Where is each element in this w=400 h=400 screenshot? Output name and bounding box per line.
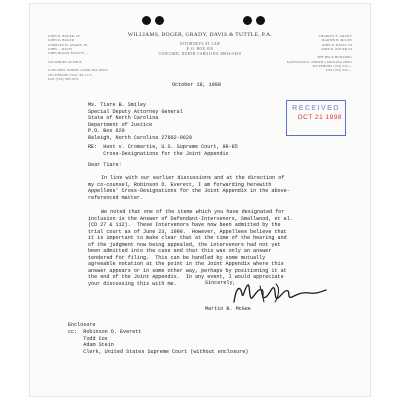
left-col-line: JOHN BOGER KNOTTS ...: [48, 51, 89, 56]
firm-line-3: CONCORD, NORTH CAROLINA 28026-0810: [158, 52, 242, 56]
paragraph-line: agreeable notation at the point in the Joint Appendix where this: [88, 261, 284, 267]
recipient-line: Department of Justice: [88, 121, 153, 128]
left-col-line: ...: [48, 64, 51, 69]
paragraph-line: We noted that one of the items which you have designated for: [101, 209, 285, 215]
left-col-line: CONCORD, NORTH CAROLINA 28025: [48, 68, 108, 73]
letter-date: October 19, 1998: [172, 82, 221, 88]
firm-name: WILLIAMS, BOGER, GRADY, DAVIS & TUTTLE, P.A.: [127, 32, 273, 38]
cc-line: Adam Stein: [68, 342, 114, 348]
paragraph-line: Appellees' Cross-Designations for the Joint Appendix in the above-: [88, 188, 290, 194]
left-col-line: SALISBURY AVENUE: [48, 59, 82, 64]
left-col-line: TELEPHONE (704) 782-1173: [48, 72, 92, 77]
paragraph-line: it is important to make clear that at the time of the hearing and: [88, 235, 287, 241]
salutation: Dear Tiare:: [88, 162, 122, 168]
paragraph-1-body: [88, 182, 290, 202]
recipient-line: Raleigh, North Carolina 27602-0629: [88, 134, 192, 141]
closing: Sincerely,: [205, 280, 236, 286]
stamp-sub: ...: [290, 128, 293, 132]
left-col-line: JOHN R. BOGER, JR.: [48, 34, 81, 38]
recipient-line: Special Deputy Attorney General: [88, 108, 183, 115]
right-col-line: THE BELK BUILDING: [317, 55, 352, 60]
letterhead-right-column: [287, 34, 352, 73]
re-line: RE: Hunt v. Cromartie, U.S. Supreme Court, 98-85: [88, 144, 238, 150]
paragraph-line: your discussing this with me.: [88, 280, 177, 287]
punch-hole: [142, 16, 151, 25]
paragraph-line: my co-counsel, Robinson O. Everett, I am forwarding herewith: [88, 181, 272, 188]
stamp-label: RECEIVED: [292, 105, 340, 112]
left-col-line: CHARLES M. GRADY, JR.: [48, 42, 89, 47]
paragraph-line: of the judgment now being appealed, the intervenors had not yet: [88, 241, 281, 248]
recipient-block: [88, 102, 192, 141]
paragraph-line: inclusion is the Answer of Defendant-Intervenors, Smallwood, et al.: [88, 215, 293, 222]
right-col-line: CHARLES E. GRADY: [318, 34, 352, 38]
right-col-line: MARTIN B. McGEE: [321, 38, 352, 43]
paragraph-line: trial court as of June 23, 1998. However, Appellees believe that: [88, 228, 287, 235]
received-stamp: [286, 100, 346, 136]
paragraph-line: answer appears or in some other way, perhaps by positioning it at: [88, 267, 287, 274]
paragraph-line: been admitted into the case and that this was only an answer: [88, 248, 272, 254]
firm-line-1: ATTORNEYS AT LAW: [179, 42, 221, 46]
right-col-line: TELEPHONE (704) 932-...: [312, 64, 352, 69]
right-col-line: JOHN R. DAVIS, III: [321, 42, 352, 47]
punch-hole: [243, 16, 252, 25]
letter-page: [30, 4, 370, 396]
letterhead-left-column: [48, 34, 108, 81]
signer-name: Martin B. McGee: [205, 306, 251, 312]
right-col-line: KANNAPOLIS, NORTH CAROLINA 28081: [287, 59, 352, 64]
cc-line: Clerk, United States Supreme Court (without enclosure): [68, 348, 249, 355]
paragraph-2-body: [88, 216, 293, 288]
recipient-line: Ms. Tiare B. Smiley: [88, 102, 147, 108]
recipient-line: State of North Carolina: [88, 115, 159, 121]
left-col-line: JOHN ... DAVIS: [48, 46, 73, 51]
firm-line-2: P. O. BOX 810: [186, 47, 214, 51]
paragraph-line: In line with our earlier discussions and at the direction of: [101, 175, 285, 181]
paragraph-line: tendered for filing. This can be handled by some mutually: [88, 254, 266, 261]
punch-hole: [256, 16, 265, 25]
left-col-line: JOHN R. BOGER: [48, 38, 75, 43]
signature-icon: [230, 280, 330, 308]
paragraph-line: the end of the Joint Appendix. In any event, I would appreciate: [88, 274, 284, 280]
re-line: Cross-Designations for the Joint Appendix: [88, 150, 229, 157]
cc-block: [68, 329, 248, 355]
cc-line: cc: Robinson O. Everett: [68, 329, 142, 335]
cc-line: Todd Cox: [68, 335, 108, 342]
paragraph-line: referenced matter.: [88, 194, 144, 201]
right-col-line: JOHN R. BOGER III: [321, 46, 352, 51]
recipient-line: P.O. Box 629: [88, 128, 125, 134]
enclosure-label: Enclosure: [68, 322, 96, 328]
paragraph-line: (CD 27 & 112). These Intervenors have now been admitted by the: [88, 222, 281, 228]
punch-hole: [155, 16, 164, 25]
left-col-line: FAX (704) 788-3676: [48, 76, 79, 81]
stamp-date: OCT 21 1998: [297, 114, 342, 121]
right-col-line: FAX (704) 932-...: [325, 68, 352, 73]
